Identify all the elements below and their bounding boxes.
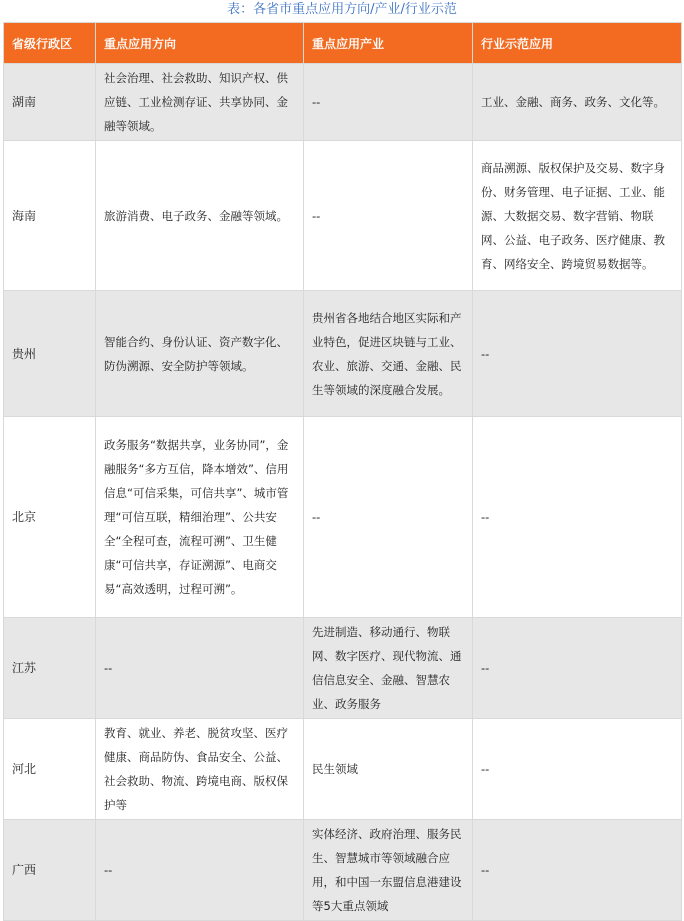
demo-cell: 商品溯源、版权保护及交易、数字身份、财务管理、电子证据、工业、能源、大数据交易、数字营销、物联网、公益、电子政务、医疗健康、教育、网络安全、跨境贸易数据等。 [473, 141, 682, 291]
table-row [4, 417, 682, 618]
demo-cell: -- [473, 417, 682, 618]
province-cell: 贵州 [4, 291, 96, 417]
industry-cell: 先进制造、移动通行、物联网、数字医疗、现代物流、通信信息安全、金融、智慧农业、政务服务 [304, 618, 473, 719]
province-cell: 广西 [4, 820, 96, 921]
province-cell: 湖南 [4, 64, 96, 141]
industry-cell: 实体经济、政府治理、服务民生、智慧城市等领域融合应用，和中国一东盟信息港建设等5大重点领域 [304, 820, 473, 921]
table-row [4, 618, 682, 719]
province-cell: 江苏 [4, 618, 96, 719]
header-direction: 重点应用方向 [96, 23, 304, 64]
industry-cell: -- [304, 141, 473, 291]
demo-cell: -- [473, 820, 682, 921]
header-row [4, 23, 682, 64]
direction-cell: -- [96, 618, 304, 719]
table-row [4, 64, 682, 141]
industry-cell: -- [304, 417, 473, 618]
industry-cell: 贵州省各地结合地区实际和产业特色，促进区块链与工业、农业、旅游、交通、金融、民生等领域的深度融合发展。 [304, 291, 473, 417]
demo-cell: -- [473, 719, 682, 820]
table-row [4, 820, 682, 921]
demo-cell: 工业、金融、商务、政务、文化等。 [473, 64, 682, 141]
direction-cell: 旅游消费、电子政务、金融等领域。 [96, 141, 304, 291]
industry-cell: 民生领域 [304, 719, 473, 820]
direction-cell: 智能合约、身份认证、资产数字化、防伪溯源、安全防护等领域。 [96, 291, 304, 417]
table-caption: 表：各省市重点应用方向/产业/行业示范 [227, 2, 457, 17]
province-cell: 北京 [4, 417, 96, 618]
direction-cell: 社会治理、社会救助、知识产权、供应链、工业检测存证、共享协同、金融等领域。 [96, 64, 304, 141]
direction-cell: 政务服务“数据共享，业务协同”，金融服务“多方互信，降本增效”、信用信息“可信采集，可信共享”、城市管理“可信互联，精细治理”、公共安全“全程可查，流程可溯”、卫生健康“可信共享，存证溯源”、电商交易“高效透明，过程可溯”。 [96, 417, 304, 618]
table-row [4, 141, 682, 291]
demo-cell: -- [473, 618, 682, 719]
province-cell: 河北 [4, 719, 96, 820]
industry-cell: -- [304, 64, 473, 141]
province-application-table [3, 22, 682, 921]
header-demo: 行业示范应用 [473, 23, 682, 64]
direction-cell: 教育、就业、养老、脱贫攻坚、医疗健康、商品防伪、食品安全、公益、社会救助、物流、跨境电商、版权保护等 [96, 719, 304, 820]
header-industry: 重点应用产业 [304, 23, 473, 64]
province-cell: 海南 [4, 141, 96, 291]
table-row [4, 291, 682, 417]
demo-cell: -- [473, 291, 682, 417]
header-province: 省级行政区 [4, 23, 96, 64]
direction-cell: -- [96, 820, 304, 921]
table-row [4, 719, 682, 820]
